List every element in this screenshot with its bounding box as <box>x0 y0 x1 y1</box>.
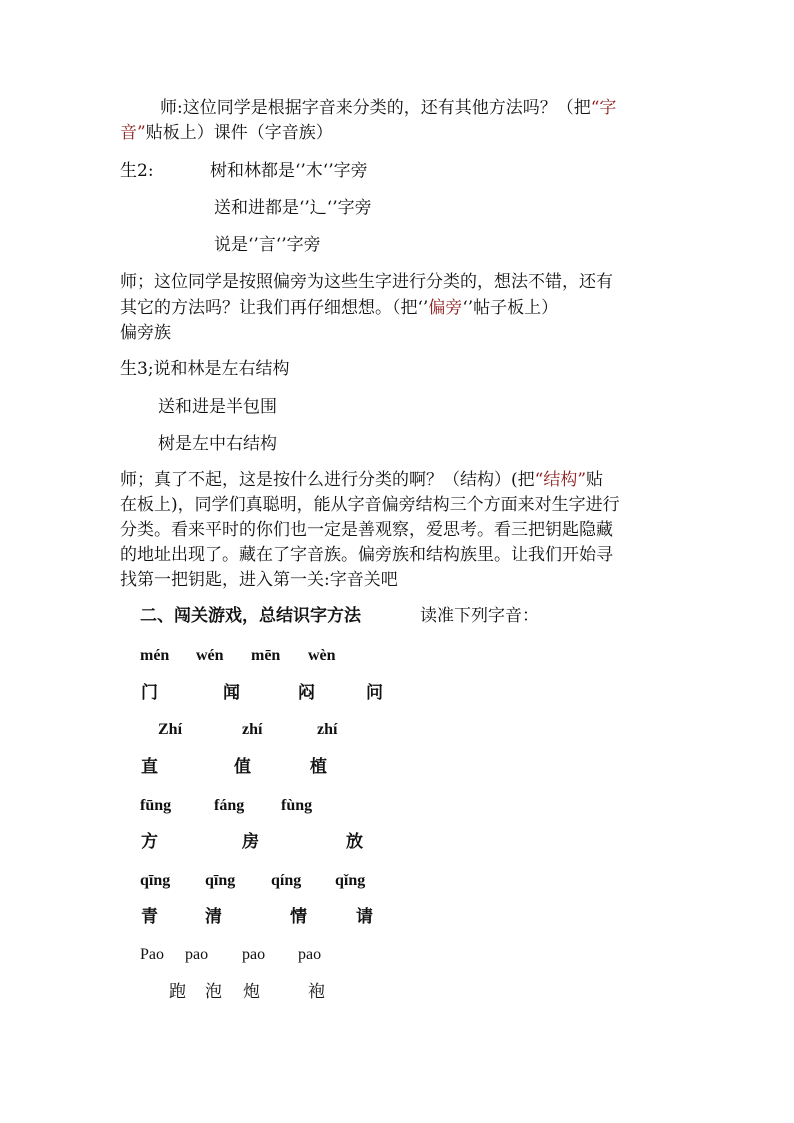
hanzi: 泡 <box>205 982 222 1002</box>
hanzi: 跑 <box>169 982 186 1002</box>
pinyin: qīng <box>140 872 171 889</box>
pinyin: qǐng <box>335 872 366 889</box>
teacher-text: 贴 <box>586 470 604 490</box>
pinyin: mēn <box>251 647 281 664</box>
hanzi: 放 <box>346 832 363 852</box>
hanzi: 袍 <box>308 982 325 1002</box>
hanzi: 闻 <box>223 683 240 703</box>
teacher-text: 师；真了不起，这是按什么进行分类的啊？（结构）(把 <box>120 470 535 490</box>
pinyin: Zhí <box>158 721 183 738</box>
pinyin: pao <box>242 946 266 963</box>
teacher-text: 其它的方法吗？让我们再仔细想想。（把‘’ <box>120 298 429 318</box>
hanzi: 炮 <box>243 982 260 1002</box>
pinyin: fūng <box>140 797 172 814</box>
pinyin: fùng <box>281 797 313 814</box>
pinyin: Pao <box>140 946 164 963</box>
teacher3-line-3: 分类。看来平时的你们也一定是善观察，爱思考。看三把钥匙隐藏 <box>120 520 613 540</box>
teacher-text: 贴板上）课件（字音族） <box>145 123 333 143</box>
teacher-line-2 <box>120 122 333 144</box>
teacher3-line-1 <box>120 469 603 491</box>
hanzi: 闷 <box>298 683 315 703</box>
hanzi: 情 <box>290 907 307 927</box>
pinyin: fáng <box>214 797 245 814</box>
pinyin: wèn <box>308 647 336 664</box>
student-2-label: 生2: <box>120 161 154 181</box>
section-heading: 二、闯关游戏，总结识字方法 <box>140 606 361 626</box>
teacher3-line-4: 的地址出现了。藏在了字音族。偏旁族和结构族里。让我们开始寻 <box>120 545 613 565</box>
hanzi: 请 <box>356 907 373 927</box>
highlight-text: “字 <box>590 98 617 118</box>
teacher2-line-1: 师；这位同学是按照偏旁为这些生字进行分类的，想法不错，还有 <box>120 272 613 292</box>
pinyin: qíng <box>271 872 302 889</box>
hanzi: 值 <box>234 757 251 777</box>
pinyin: pao <box>298 946 322 963</box>
hanzi: 房 <box>242 832 259 852</box>
pinyin: wén <box>196 647 224 664</box>
teacher-line-1 <box>160 97 616 119</box>
student-2-line-2: 送和进都是‘’辶‘’字旁 <box>214 198 372 218</box>
pinyin: zhí <box>317 721 338 738</box>
teacher2-line-3: 偏旁族 <box>120 323 171 343</box>
teacher-text: 师:这位同学是根据字音来分类的，还有其他方法吗？（把 <box>160 98 591 118</box>
teacher3-line-2: 在板上)，同学们真聪明，能从字音偏旁结构三个方面来对生字进行 <box>120 495 620 515</box>
student-2-line-1: 树和林都是‘’木‘’字旁 <box>210 161 368 181</box>
hanzi: 门 <box>141 683 158 703</box>
student-2-line-3: 说是‘’言‘’字旁 <box>214 235 321 255</box>
section-instruction: 读准下列字音： <box>420 606 539 626</box>
highlight-text: 音” <box>120 123 146 143</box>
student-3-line-3: 树是左中右结构 <box>158 434 277 454</box>
student-3-line-1: 生3;说和林是左右结构 <box>120 359 290 379</box>
teacher2-line-2 <box>120 297 558 319</box>
hanzi: 清 <box>205 907 222 927</box>
pinyin: mén <box>140 647 170 664</box>
pinyin: pao <box>185 946 209 963</box>
hanzi: 青 <box>141 907 158 927</box>
teacher3-line-5: 找第一把钥匙，进入第一关:字音关吧 <box>120 570 398 590</box>
pinyin: zhí <box>242 721 263 738</box>
student-3-line-2: 送和进是半包围 <box>158 397 277 417</box>
pinyin: qīng <box>205 872 236 889</box>
hanzi: 方 <box>141 832 158 852</box>
hanzi: 问 <box>366 683 383 703</box>
teacher-text: ‘’帖子板上） <box>462 298 559 318</box>
highlight-text: “结构” <box>534 470 587 490</box>
highlight-text: 偏旁 <box>428 298 463 318</box>
hanzi: 植 <box>310 757 327 777</box>
hanzi: 直 <box>141 757 158 777</box>
